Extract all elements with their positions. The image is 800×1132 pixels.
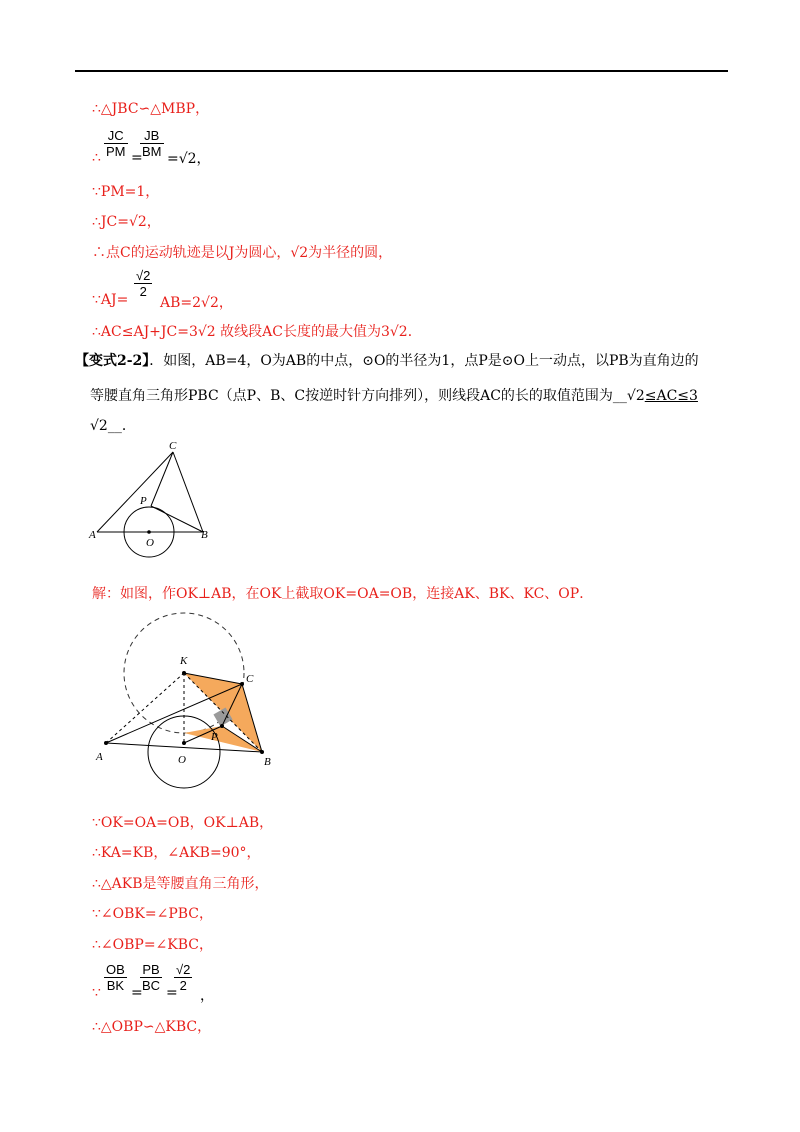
point-c <box>240 682 244 686</box>
frac-num: OB <box>106 962 125 977</box>
frac-num: √2 <box>136 268 151 283</box>
eq-sign: = <box>131 150 143 166</box>
circle-o <box>148 716 220 788</box>
step-b6-lead: ∵ <box>92 985 101 1001</box>
step-a4: ∴JC=√2， <box>92 214 161 230</box>
problem-line2-a: 等腰直角三角形PBC（点P、B、C按逆时针方向排列），则线段AC的长的取值范围为 <box>90 388 613 404</box>
header-rule <box>75 70 728 72</box>
step-b4: ∵∠OBK=∠PBC， <box>92 906 214 922</box>
problem-answer-part2: ≤AC≤3 <box>644 388 698 404</box>
label-c: C <box>246 673 254 685</box>
frac-num: JC <box>104 128 128 144</box>
point-b <box>260 750 264 754</box>
figure-1 <box>85 440 225 560</box>
label-c: C <box>169 440 177 452</box>
segment-cp <box>151 452 173 506</box>
eq-sign-2: = <box>166 985 178 1001</box>
frac-num: √2 <box>176 962 191 977</box>
solution-intro: 解：如图，作OK⊥AB，在OK上截取OK=OA=OB，连接AK、BK、KC、OP． <box>92 586 594 602</box>
problem-line1 <box>75 350 699 370</box>
frac-num: JB <box>140 128 164 144</box>
label-o: O <box>178 754 186 766</box>
step-b5: ∴∠OBP=∠KBC， <box>92 937 214 953</box>
step-a6-tail: AB=2√2， <box>160 295 233 311</box>
fraction-ob-bk <box>104 962 127 993</box>
point-a <box>104 741 108 745</box>
segment-ak <box>106 673 184 743</box>
step-a2-tail: =√2， <box>167 151 211 167</box>
problem-answer-part1: __√2 <box>612 388 645 404</box>
step-a7: ∴AC≤AJ+JC=3√2 故线段AC长度的最大值为3√2． <box>92 324 422 340</box>
eq-sign-1: = <box>131 985 143 1001</box>
label-o: O <box>146 537 154 549</box>
frac-den: 2 <box>139 284 147 299</box>
step-a6-lead: ∵AJ= <box>92 292 129 308</box>
figure-2 <box>90 610 280 790</box>
problem-line1-text: ．如图，AB=4，O为AB的中点，⊙O的半径为1，点P是⊙O上一动点，以PB为直角边的 <box>149 353 699 369</box>
point-o <box>182 741 186 745</box>
point-p <box>220 724 224 728</box>
step-a3: ∵PM=1， <box>92 184 160 200</box>
frac-num: PB <box>140 962 162 978</box>
problem-answer-part3: √2 <box>90 418 108 434</box>
segment-cb <box>173 452 203 532</box>
problem-line2 <box>90 385 698 405</box>
frac-den: BK <box>106 978 125 993</box>
step-a2-lead: ∴ <box>92 150 101 166</box>
step-b7: ∴△OBP∽△KBC， <box>92 1019 212 1035</box>
step-b1: ∵OK=OA=OB，OK⊥AB， <box>92 815 274 831</box>
step-b2: ∴KA=KB，∠AKB=90°， <box>92 845 261 861</box>
label-a: A <box>89 529 96 541</box>
label-k: K <box>180 655 188 667</box>
step-a1: ∴△JBC∽△MBP， <box>92 101 210 117</box>
label-a: A <box>96 751 103 763</box>
label-b: B <box>201 529 208 541</box>
frac-den: BC <box>142 978 161 993</box>
problem-line3 <box>90 415 136 435</box>
step-b6-tail: ， <box>200 988 214 1004</box>
step-b3: ∴△AKB是等腰直角三角形， <box>92 876 269 892</box>
step-a5: ∴点C的运动轨迹是以J为圆心，√2为半径的圆， <box>92 245 393 261</box>
frac-den: 2 <box>179 978 187 993</box>
label-p: P <box>211 731 218 743</box>
problem-label: 【变式2-2】 <box>75 353 150 369</box>
problem-line3-end: __． <box>107 418 136 434</box>
point-k <box>182 671 186 675</box>
segment-ac <box>97 452 173 532</box>
frac-den: BM <box>142 144 162 159</box>
point-o <box>147 530 151 534</box>
frac-den: PM <box>106 144 126 159</box>
fraction-jb-bm <box>140 128 164 159</box>
fraction-jc-pm <box>104 128 128 159</box>
fraction-pb-bc <box>140 962 162 993</box>
fraction-sqrt2-2 <box>134 268 152 299</box>
label-b: B <box>264 756 271 768</box>
label-p: P <box>140 495 147 507</box>
